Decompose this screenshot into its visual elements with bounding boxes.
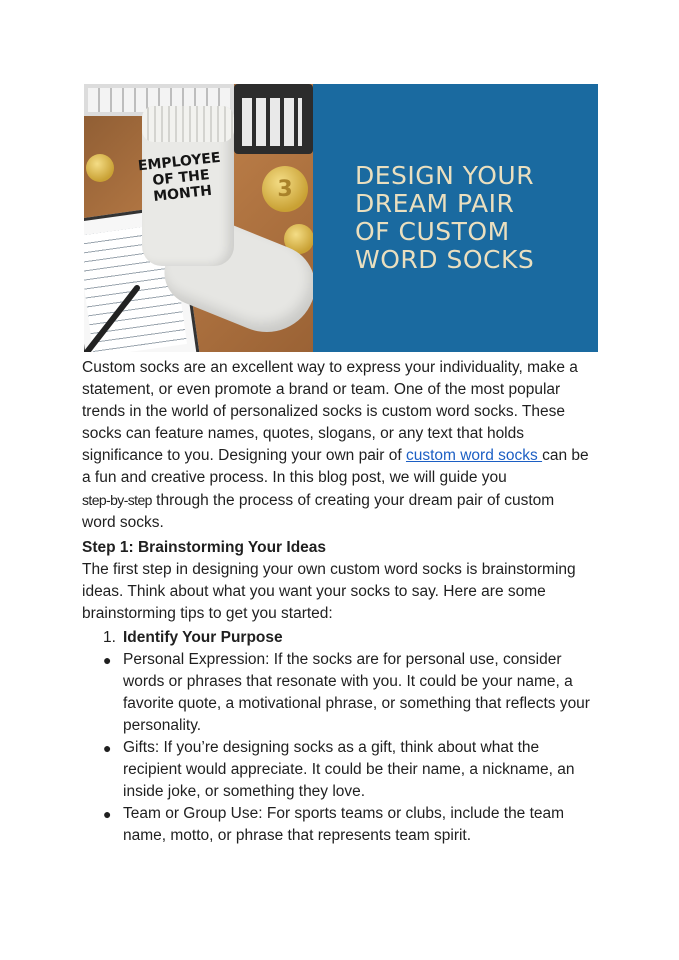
list-number: 1. — [103, 629, 116, 646]
list-item — [82, 649, 592, 737]
bullet-list — [82, 649, 592, 847]
bullet-icon: ● — [103, 740, 112, 756]
calculator-illustration — [234, 84, 313, 154]
step-by-step-text: step-by-step — [82, 492, 152, 508]
numbered-list — [82, 627, 592, 649]
sock-photo — [84, 84, 313, 352]
bullet-icon: ● — [103, 806, 112, 822]
hero-title-panel — [313, 84, 598, 352]
custom-word-socks-link[interactable]: custom word socks — [405, 447, 543, 464]
coin-label: 3 — [277, 176, 293, 202]
list-item-text: Gifts: If you’re designing socks as a gift, think about what the recipient would appreciate. It could be their name, a nickname, an inside joke, or something they love. — [123, 739, 575, 800]
step1-paragraph: The first step in designing your own custom word socks is brainstorming ideas. Think about what you want your socks to say. Here are some brainstorming tips to get you started: — [82, 561, 576, 622]
coin-icon — [262, 166, 308, 212]
intro-paragraph — [82, 357, 592, 534]
hero-title: DESIGN YOUR DREAM PAIR OF CUSTOM WORD SOCKS — [355, 161, 535, 274]
hero-banner-image — [84, 84, 598, 352]
step1-heading: Step 1: Brainstorming Your Ideas — [82, 539, 327, 556]
intro-text-end: through the process of creating your dream pair of custom word socks. — [82, 492, 555, 531]
article-body — [82, 357, 592, 847]
list-item-title: Identify Your Purpose — [123, 629, 283, 646]
coin-icon — [86, 154, 114, 182]
intro-text-continued: can be a fun and creative process. In this blog post, we will guide you — [82, 447, 589, 486]
bullet-icon: ● — [103, 652, 112, 668]
list-item-text: Team or Group Use: For sports teams or clubs, include the team name, motto, or phrase that represents team spirit. — [123, 805, 565, 844]
list-item — [82, 803, 592, 847]
list-item-text: Personal Expression: If the socks are for personal use, consider words or phrases that resonate with you. It could be your name, a favorite quote, a motivational phrase, or something that reflects your personality. — [123, 651, 590, 734]
list-item — [82, 627, 592, 649]
sock-print-text: EMPLOYEE OF THE MONTH — [137, 149, 222, 205]
list-item — [82, 737, 592, 803]
intro-text: Custom socks are an excellent way to express your individuality, make a statement, or even promote a brand or team. One of the most popular trends in the world of personalized socks is custom word socks. These socks can feature names, quotes, slogans, or any text that holds significance to you. Designing your own pair of — [82, 359, 578, 464]
